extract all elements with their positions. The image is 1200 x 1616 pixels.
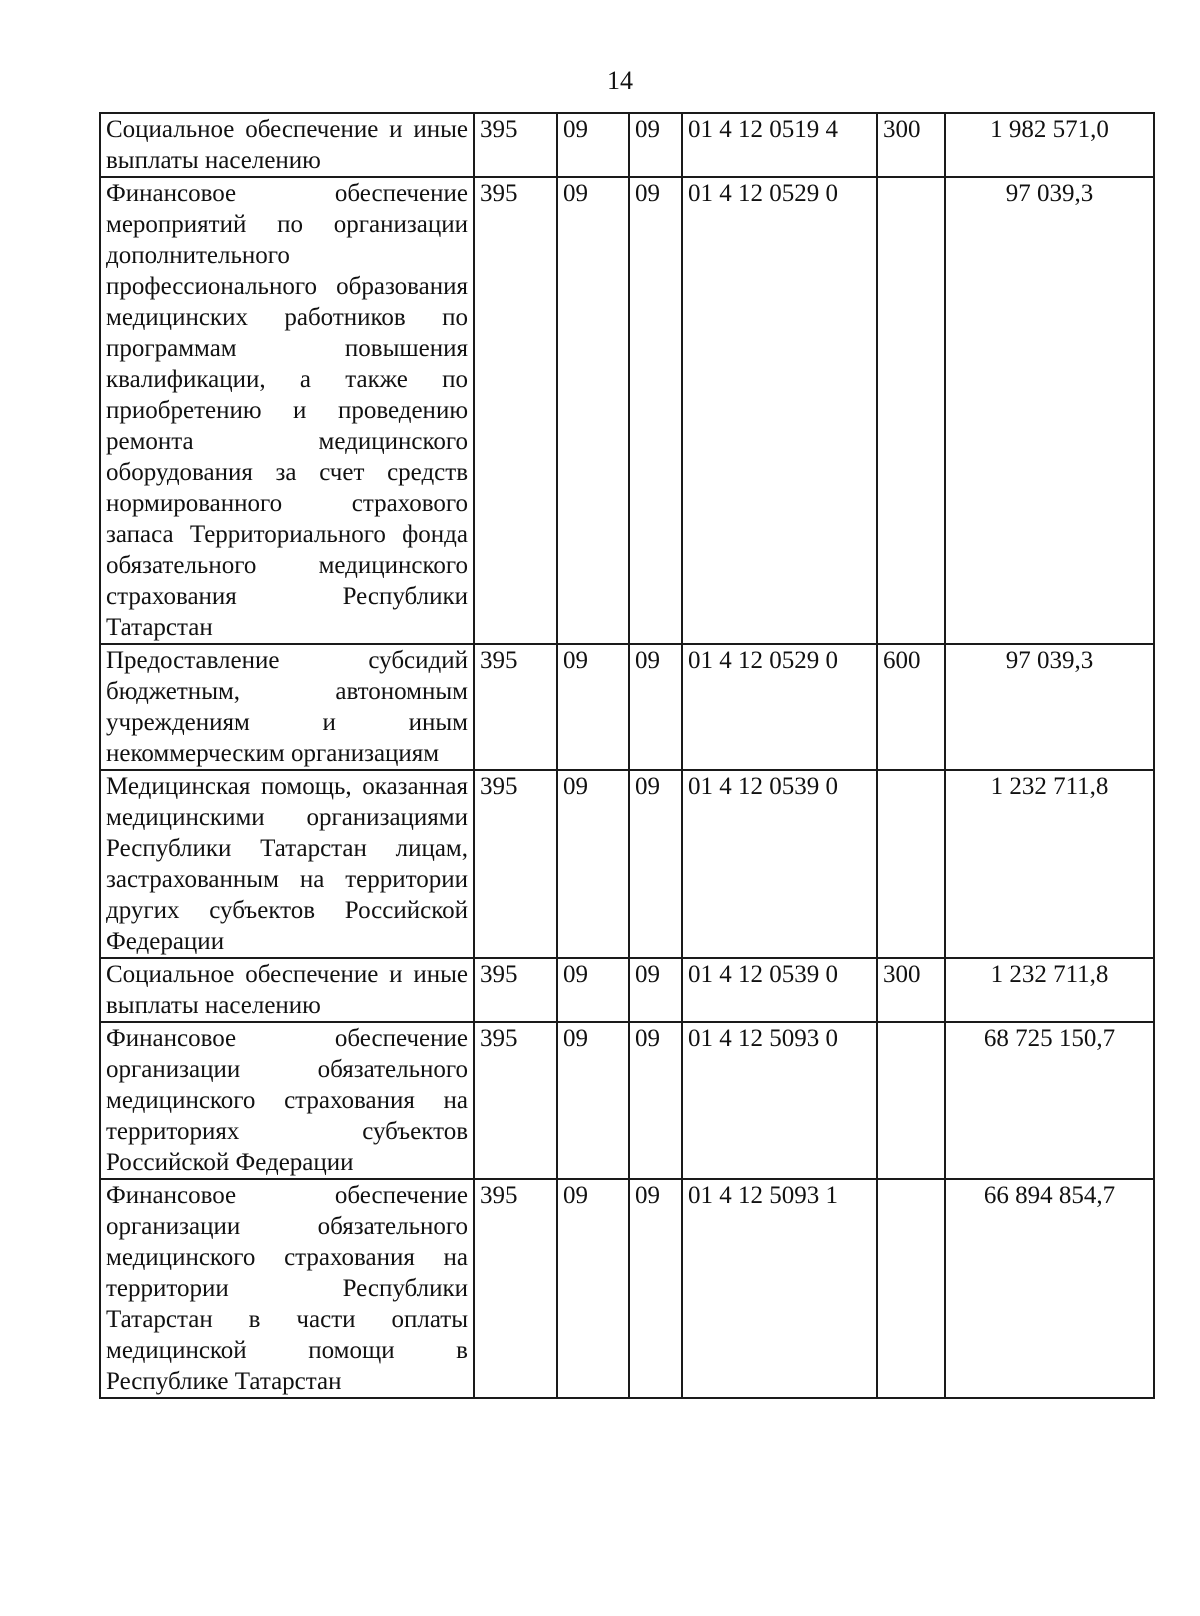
ministry-code: 395 [474,958,557,1022]
budget-table [99,112,1155,1399]
ministry-code: 395 [474,644,557,770]
expense-type-code: 300 [877,113,945,177]
expense-type-code [877,770,945,958]
table-row [100,770,1154,958]
row-name: Медицинская помощь, оказанная медицинскими организациями Республики Татарстан лицам, застрахованным на территории других субъектов Российской Федерации [100,770,474,958]
table-row [100,1022,1154,1179]
ministry-code: 395 [474,1022,557,1179]
expense-type-code [877,177,945,644]
row-name: Финансовое обеспечение мероприятий по организации дополнительного профессионального образования медицинских работников по программам повышения квалификации, а также по приобретению и проведению ремонта медицинского оборудования за счет средств нормированного страхового запаса Территориального фонда обязательного медицинского страхования Республики Татарстан [100,177,474,644]
table-row [100,113,1154,177]
row-name: Предоставление субсидий бюджетным, автономным учреждениям и иным некоммерческим организациям [100,644,474,770]
row-name: Социальное обеспечение и иные выплаты населению [100,113,474,177]
section-code: 09 [557,177,629,644]
amount: 1 232 711,8 [945,958,1154,1022]
target-article-code: 01 4 12 5093 1 [682,1179,877,1398]
target-article-code: 01 4 12 0539 0 [682,770,877,958]
row-name: Социальное обеспечение и иные выплаты населению [100,958,474,1022]
section-code: 09 [557,770,629,958]
page-number: 14 [607,66,633,95]
subsection-code: 09 [629,958,682,1022]
target-article-code: 01 4 12 0539 0 [682,958,877,1022]
ministry-code: 395 [474,1179,557,1398]
ministry-code: 395 [474,113,557,177]
table-row [100,644,1154,770]
table-row [100,177,1154,644]
subsection-code: 09 [629,113,682,177]
amount: 66 894 854,7 [945,1179,1154,1398]
subsection-code: 09 [629,1022,682,1179]
target-article-code: 01 4 12 0529 0 [682,644,877,770]
expense-type-code: 600 [877,644,945,770]
table-row [100,958,1154,1022]
table-row [100,1179,1154,1398]
budget-table-body [100,113,1154,1398]
expense-type-code [877,1179,945,1398]
row-name: Финансовое обеспечение организации обязательного медицинского страхования на территории Республики Татарстан в части оплаты медицинской помощи в Республике Татарстан [100,1179,474,1398]
subsection-code: 09 [629,177,682,644]
target-article-code: 01 4 12 0519 4 [682,113,877,177]
ministry-code: 395 [474,770,557,958]
expense-type-code [877,1022,945,1179]
amount: 1 232 711,8 [945,770,1154,958]
subsection-code: 09 [629,644,682,770]
section-code: 09 [557,1022,629,1179]
ministry-code: 395 [474,177,557,644]
subsection-code: 09 [629,1179,682,1398]
amount: 1 982 571,0 [945,113,1154,177]
target-article-code: 01 4 12 5093 0 [682,1022,877,1179]
amount: 97 039,3 [945,644,1154,770]
section-code: 09 [557,644,629,770]
subsection-code: 09 [629,770,682,958]
expense-type-code: 300 [877,958,945,1022]
amount: 97 039,3 [945,177,1154,644]
section-code: 09 [557,113,629,177]
section-code: 09 [557,1179,629,1398]
target-article-code: 01 4 12 0529 0 [682,177,877,644]
section-code: 09 [557,958,629,1022]
row-name: Финансовое обеспечение организации обязательного медицинского страхования на территориях субъектов Российской Федерации [100,1022,474,1179]
amount: 68 725 150,7 [945,1022,1154,1179]
